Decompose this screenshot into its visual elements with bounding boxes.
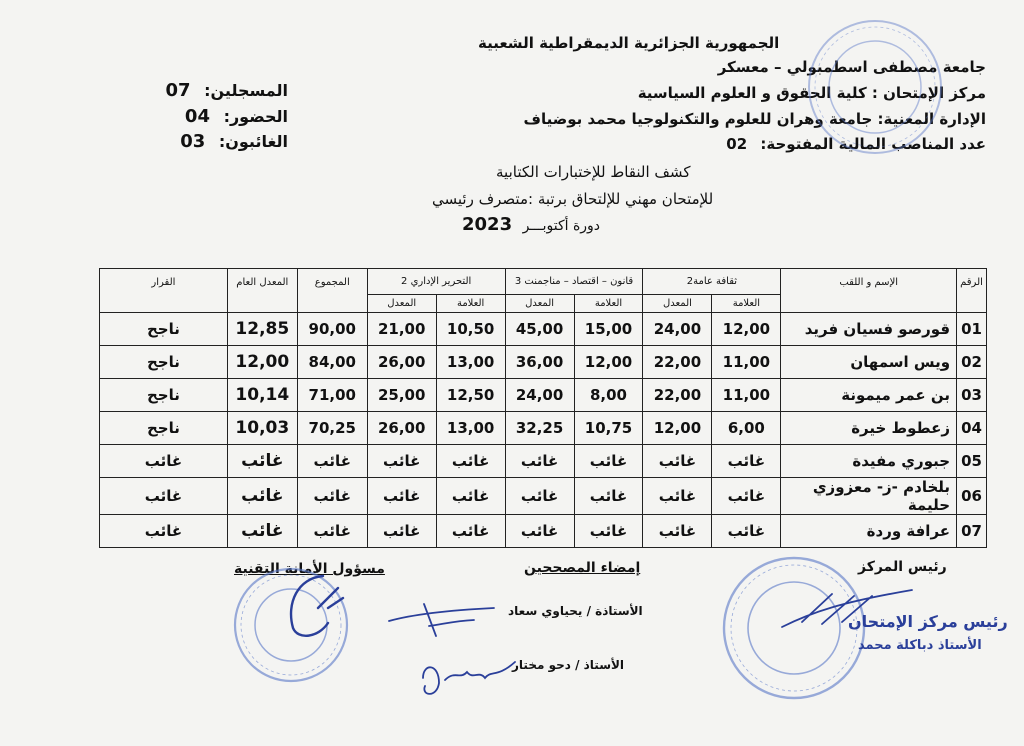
header-s2-grade: العلامة	[574, 295, 643, 313]
header-s1-grade: العلامة	[712, 295, 781, 313]
grades-body	[100, 313, 987, 548]
header-decision: القرار	[100, 269, 228, 313]
registered-count	[138, 80, 288, 101]
row-num: 03	[957, 379, 987, 412]
row-s1-grade: 12,00	[712, 313, 781, 346]
center-head-stamp-name: الأستاذ دباكلة محمد	[858, 638, 982, 653]
row-s1-avg: 12,00	[643, 412, 712, 445]
session-word: دورة أكتوبـــر	[522, 218, 601, 234]
row-s2-grade: 12,00	[574, 346, 643, 379]
row-num: 05	[957, 445, 987, 478]
row-s2-grade: 10,75	[574, 412, 643, 445]
row-s3-grade: غائب	[436, 478, 505, 515]
row-s1-avg: 24,00	[643, 313, 712, 346]
row-total: غائب	[297, 478, 367, 515]
university-name: جامعة مصطفى اسطمبولي – معسكر	[717, 58, 986, 76]
row-total: 90,00	[297, 313, 367, 346]
row-decision: غائب	[100, 515, 228, 548]
row-name: بلخادم -ز- معزوزي حليمة	[781, 478, 957, 515]
row-total: غائب	[297, 515, 367, 548]
present-label: الحضور:	[223, 107, 288, 126]
row-s3-grade: 13,00	[436, 346, 505, 379]
center-head-stamp-title: رئيس مركز الإمتحان	[848, 612, 1008, 631]
row-name: زعطوط خيرة	[781, 412, 957, 445]
exam-center: مركز الإمتحان : كلية الحقوق و العلوم السياسية	[637, 84, 986, 102]
row-decision: ناجح	[100, 346, 228, 379]
row-average: غائب	[227, 515, 297, 548]
table-row	[100, 445, 987, 478]
grades-table	[99, 268, 987, 548]
row-name: بن عمر ميمونة	[781, 379, 957, 412]
session-year: 2023	[462, 214, 513, 235]
header-s2-avg: المعدل	[505, 295, 574, 313]
header-name: الإسم و اللقب	[781, 269, 957, 313]
row-s1-avg: 22,00	[643, 379, 712, 412]
registered-label: المسجلين:	[204, 81, 288, 100]
present-count	[138, 106, 288, 127]
open-positions-value: 02	[726, 135, 748, 153]
row-s2-grade: غائب	[574, 478, 643, 515]
row-num: 06	[957, 478, 987, 515]
row-decision: ناجح	[100, 379, 228, 412]
row-s2-avg: 45,00	[505, 313, 574, 346]
row-average: 12,85	[227, 313, 297, 346]
header-s3-grade: العلامة	[436, 295, 505, 313]
row-s2-avg: 32,25	[505, 412, 574, 445]
open-positions-label: عدد المناصب المالية المفتوحة:	[760, 135, 986, 153]
row-num: 02	[957, 346, 987, 379]
row-total: 84,00	[297, 346, 367, 379]
row-average: 10,14	[227, 379, 297, 412]
corrector-2-name: الأستاذ / دحو مختار	[512, 658, 625, 672]
row-s1-grade: 11,00	[712, 346, 781, 379]
row-s3-avg: 21,00	[367, 313, 436, 346]
row-total: غائب	[297, 445, 367, 478]
session-title	[462, 214, 600, 235]
row-s2-avg: غائب	[505, 478, 574, 515]
row-s1-avg: 22,00	[643, 346, 712, 379]
row-s3-avg: 26,00	[367, 346, 436, 379]
header-subject2: قانون – اقتصاد – مناجمنت 3	[505, 269, 643, 295]
row-s3-grade: 13,00	[436, 412, 505, 445]
row-average: 12,00	[227, 346, 297, 379]
row-num: 07	[957, 515, 987, 548]
row-average: غائب	[227, 445, 297, 478]
row-s1-grade: غائب	[712, 478, 781, 515]
row-total: 70,25	[297, 412, 367, 445]
row-s3-grade: 10,50	[436, 313, 505, 346]
table-row	[100, 313, 987, 346]
center-head-title: رئيس المركز	[858, 559, 947, 575]
row-s3-avg: غائب	[367, 445, 436, 478]
stamp-top-right	[800, 12, 950, 162]
row-s2-avg: غائب	[505, 445, 574, 478]
row-s3-grade: غائب	[436, 445, 505, 478]
row-s1-avg: غائب	[643, 515, 712, 548]
row-s3-avg: غائب	[367, 515, 436, 548]
row-average: غائب	[227, 478, 297, 515]
row-s3-avg: 26,00	[367, 412, 436, 445]
row-average: 10,03	[227, 412, 297, 445]
row-s3-grade: 12,50	[436, 379, 505, 412]
row-s1-grade: 6,00	[712, 412, 781, 445]
row-decision: ناجح	[100, 313, 228, 346]
row-name: جبوري مفيدة	[781, 445, 957, 478]
row-name: عرافة وردة	[781, 515, 957, 548]
header-s3-avg: المعدل	[367, 295, 436, 313]
absent-label: الغائبون:	[218, 132, 288, 151]
row-s1-avg: غائب	[643, 478, 712, 515]
correctors-title: إمضاء المصححين	[524, 560, 641, 576]
row-name: قورصو فسيان فريد	[781, 313, 957, 346]
table-row	[100, 412, 987, 445]
header-s1-avg: المعدل	[643, 295, 712, 313]
table-row	[100, 515, 987, 548]
row-s2-grade: 8,00	[574, 379, 643, 412]
table-row	[100, 379, 987, 412]
row-s2-grade: غائب	[574, 515, 643, 548]
sheet-title: كشف النقاط للإختبارات الكتابية	[496, 163, 691, 181]
absent-value: 03	[180, 131, 206, 152]
table-row	[100, 346, 987, 379]
row-num: 01	[957, 313, 987, 346]
row-s3-avg: غائب	[367, 478, 436, 515]
exam-title: للإمتحان مهني للإلتحاق برتبة :متصرف رئيسي	[432, 190, 714, 208]
signature-corrector-1	[384, 596, 504, 646]
row-s2-avg: 36,00	[505, 346, 574, 379]
signature-corrector-2	[415, 648, 525, 708]
row-s2-grade: غائب	[574, 445, 643, 478]
registered-value: 07	[165, 80, 191, 101]
header-num: الرقم	[957, 269, 987, 313]
row-s2-avg: 24,00	[505, 379, 574, 412]
absent-count	[138, 131, 288, 152]
row-s1-avg: غائب	[643, 445, 712, 478]
row-s2-grade: 15,00	[574, 313, 643, 346]
row-s3-avg: 25,00	[367, 379, 436, 412]
administration: الإدارة المعنية: جامعة وهران للعلوم والتكنولوجيا محمد بوضياف	[523, 110, 986, 128]
row-decision: غائب	[100, 445, 228, 478]
row-s1-grade: غائب	[712, 515, 781, 548]
row-num: 04	[957, 412, 987, 445]
republic-title: الجمهورية الجزائرية الديمقراطية الشعبية	[478, 34, 780, 52]
table-row	[100, 478, 987, 515]
row-name: ويس اسمهان	[781, 346, 957, 379]
row-s1-grade: غائب	[712, 445, 781, 478]
row-decision: غائب	[100, 478, 228, 515]
signature-technical	[268, 568, 358, 648]
row-decision: ناجح	[100, 412, 228, 445]
header-average: المعدل العام	[227, 269, 297, 313]
row-s3-grade: غائب	[436, 515, 505, 548]
row-s1-grade: 11,00	[712, 379, 781, 412]
row-total: 71,00	[297, 379, 367, 412]
present-value: 04	[184, 106, 210, 127]
technical-secretariat-title: مسؤول الأمانة التقنية	[234, 561, 385, 577]
header-subject1: ثقافة عامة2	[643, 269, 781, 295]
corrector-1-name: الأستاذة / يحياوي سعاد	[508, 604, 643, 618]
row-s2-avg: غائب	[505, 515, 574, 548]
header-total: المجموع	[297, 269, 367, 313]
header-subject3: التحرير الإداري 2	[367, 269, 505, 295]
